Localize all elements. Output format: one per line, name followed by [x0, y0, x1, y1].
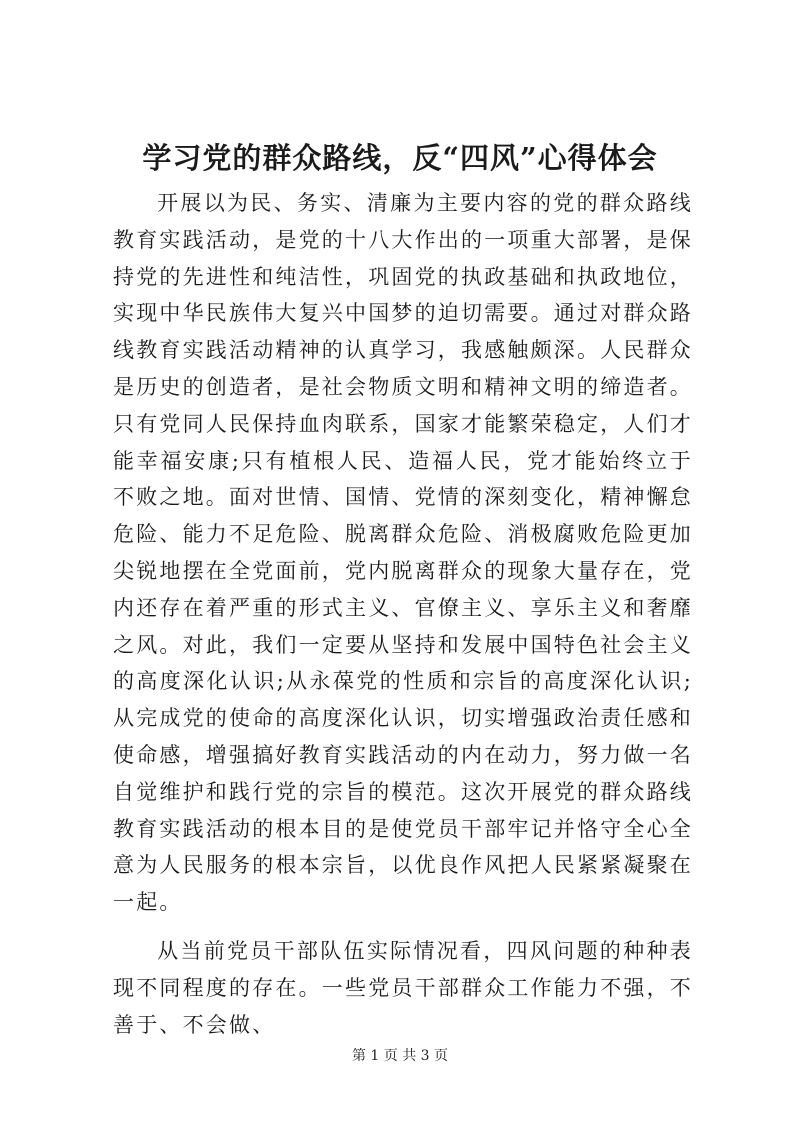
page-number-footer: 第 1 页 共 3 页 [351, 1048, 449, 1064]
paragraph-1: 开展以为民、务实、清廉为主要内容的党的群众路线教育实践活动，是党的十八大作出的一项重大部署，是保持党的先进性和纯洁性，巩固党的执政基础和执政地位，实现中华民族伟大复兴中国梦的迫切需要。通过对群众路线教育实践活动精神的认真学习，我感触颇深。人民群众是历史的创造者，是社会物质文明和精神文明的缔造者。只有党同人民保持血肉联系，国家才能繁荣稳定，人们才能幸福安康;只有植根人民、造福人民，党才能始终立于不败之地。面对世情、国情、党情的深刻变化，精神懈怠危险、能力不足危险、脱离群众危险、消极腐败危险更加尖锐地摆在全党面前，党内脱离群众的现象大量存在，党内还存在着严重的形式主义、官僚主义、享乐主义和奢靡之风。对此，我们一定要从坚持和发展中国特色社会主义的高度深化认识;从永葆党的性质和宗旨的高度深化认识;从完成党的使命的高度深化认识，切实增强政治责任感和使命感，增强搞好教育实践活动的内在动力，努力做一名自觉维护和践行党的宗旨的模范。这次开展党的群众路线教育实践活动的根本目的是使党员干部牢记并恪守全心全意为人民服务的根本宗旨，以优良作风把人民紧紧凝聚在一起。 [113, 191, 693, 915]
document-title: 学习党的群众路线，反“四风”心得体会 [142, 141, 658, 175]
paragraph-2: 从当前党员干部队伍实际情况看，四风问题的种种表现不同程度的存在。一些党员干部群众工作能力不强，不善于、不会做、 [113, 938, 693, 1037]
document-body [113, 185, 693, 1043]
